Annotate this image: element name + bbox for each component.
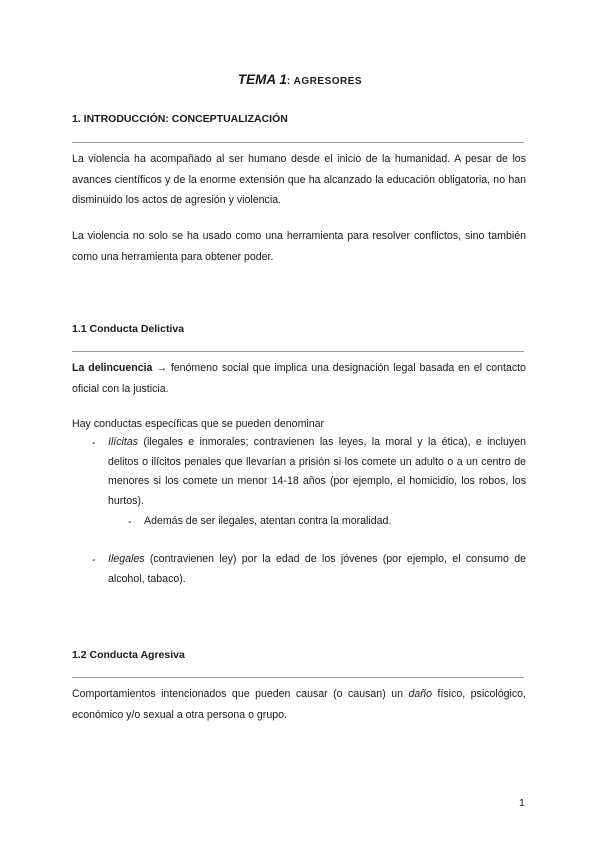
paragraph-emphasis: daño [408, 688, 433, 700]
section-1-2-paragraph [72, 684, 526, 725]
sublist-dash: - [128, 516, 132, 528]
list-dash-2: - [92, 554, 96, 566]
item-1-text: (ilegales e inmorales; contravienen las leyes, la moral y la ética), e incluyen delitos o ilícitos penales que llevarían a prisión si los comete un adulto o a un centro de menores si los comete un menor 14-18 años (por ejemplo, el homicidio, los robos, los hurtos). [108, 436, 526, 507]
section-1-paragraph-1: La violencia ha acompañado al ser humano desde el inicio de la humanidad. A pesar de los avances científicos y de la enorme extensión que ha alcanzado la educación obligatoria, no han disminuido los actos de agresión y violencia. [72, 153, 526, 206]
item-2-term: Ilegales [108, 553, 145, 565]
definition-paragraph [72, 358, 526, 399]
section-1-1-heading: 1.1 Conducta Delictiva [72, 323, 185, 335]
title-subject: AGRESORES [293, 76, 363, 87]
paragraph-part-2: físico, psicológico, económico y/o sexual a otra persona o grupo. [72, 688, 526, 721]
item-1-term: Ilícitas [108, 436, 139, 448]
section-1-1-rule [72, 351, 524, 352]
document-title [0, 72, 600, 87]
item-2-text: (contravienen ley) por la edad de los jóvenes (por ejemplo, el consumo de alcohol, tabaco). [108, 553, 526, 585]
sublist-item: Además de ser ilegales, atentan contra la moralidad. [144, 515, 392, 527]
section-1-2-rule [72, 677, 524, 678]
page-number: 1 [519, 797, 525, 809]
title-tema: TEMA 1 [237, 72, 287, 87]
section-1-rule [72, 142, 524, 143]
list-dash-1: - [92, 437, 96, 449]
title-separator: : [286, 76, 294, 87]
section-1-heading: 1. INTRODUCCIÓN: CONCEPTUALIZACIÓN [72, 113, 288, 125]
conducts-intro: Hay conductas específicas que se pueden denominar [72, 418, 325, 430]
definition-arrow: → [152, 362, 171, 374]
definition-term: La delincuencia [72, 362, 153, 374]
section-1-2-heading: 1.2 Conducta Agresiva [72, 649, 185, 661]
paragraph-part-1: Comportamientos intencionados que pueden causar (o causan) un [72, 688, 409, 700]
list-item-ilicitas [108, 433, 526, 511]
section-1-paragraph-2: La violencia no solo se ha usado como una herramienta para resolver conflictos, sino también como una herramienta para obtener poder. [72, 230, 526, 263]
list-item-ilegales [108, 550, 526, 589]
definition-text: fenómeno social que implica una designación legal basada en el contacto oficial con la justicia. [72, 362, 526, 395]
